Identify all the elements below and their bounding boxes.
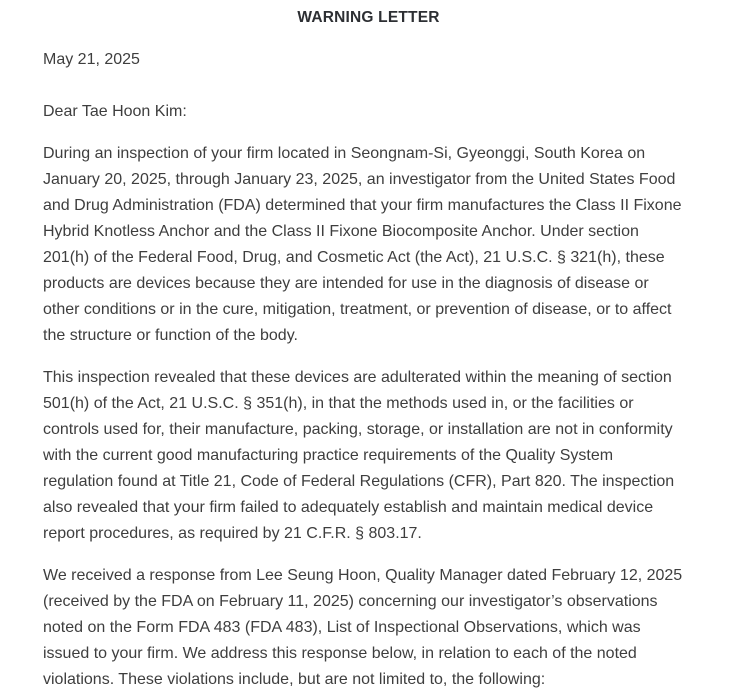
paragraph-line: products are devices because they are intended for use in the diagnosis of disease or <box>43 275 649 292</box>
letter-title: WARNING LETTER <box>297 9 440 26</box>
paragraph-line: January 20, 2025, through January 23, 2025, an investigator from the United States Food <box>43 171 676 188</box>
letter-salutation: Dear Tae Hoon Kim: <box>43 103 187 120</box>
paragraph-line: the structure or function of the body. <box>43 327 298 344</box>
paragraph-line: We received a response from Lee Seung Hoon, Quality Manager dated February 12, 2025 <box>43 567 683 584</box>
paragraph-line: and Drug Administration (FDA) determined that your firm manufactures the Class II Fixone <box>43 197 682 214</box>
paragraph-line: with the current good manufacturing practice requirements of the Quality System <box>43 447 614 464</box>
paragraph-adulteration <box>43 365 694 547</box>
paragraph-line: noted on the Form FDA 483 (FDA 483), List of Inspectional Observations, which was <box>43 619 641 636</box>
paragraph-line: violations. These violations include, but are not limited to, the following: <box>43 671 546 688</box>
paragraph-line: also revealed that your firm failed to adequately establish and maintain medical device <box>43 499 654 516</box>
paragraph-line: report procedures, as required by 21 C.F.R. § 803.17. <box>43 525 422 542</box>
paragraph-line: This inspection revealed that these devices are adulterated within the meaning of section <box>43 369 672 386</box>
paragraph-line: issued to your firm. We address this response below, in relation to each of the noted <box>43 645 637 662</box>
paragraph-line: (received by the FDA on February 11, 2025) concerning our investigator’s observations <box>43 593 658 610</box>
letter-date: May 21, 2025 <box>43 51 140 68</box>
paragraph-line: controls used for, their manufacture, packing, storage, or installation are not in conformity <box>43 421 673 438</box>
paragraph-inspection-findings <box>43 141 694 349</box>
paragraph-line: Hybrid Knotless Anchor and the Class II Fixone Biocomposite Anchor. Under section <box>43 223 639 240</box>
paragraph-line: regulation found at Title 21, Code of Federal Regulations (CFR), Part 820. The inspection <box>43 473 675 490</box>
paragraph-line: 501(h) of the Act, 21 U.S.C. § 351(h), in that the methods used in, or the facilities or <box>43 395 634 412</box>
paragraph-response-received <box>43 563 694 693</box>
paragraph-line: other conditions or in the cure, mitigation, treatment, or prevention of disease, or to affect <box>43 301 672 318</box>
paragraph-line: During an inspection of your firm located in Seongnam-Si, Gyeonggi, South Korea on <box>43 145 646 162</box>
paragraph-line: 201(h) of the Federal Food, Drug, and Cosmetic Act (the Act), 21 U.S.C. § 321(h), these <box>43 249 665 266</box>
